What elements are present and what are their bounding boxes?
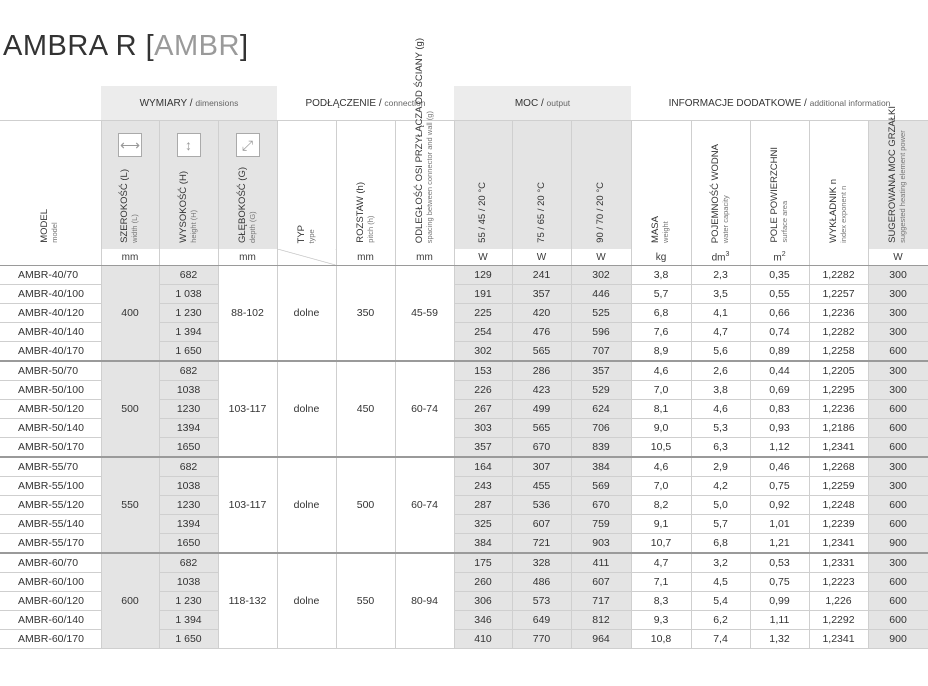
heater-cell: 300 [868,553,928,573]
width-cell: 550 [101,457,159,553]
p55-cell: 267 [454,400,512,419]
heater-cell: 900 [868,630,928,649]
column-label: GŁĘBOKOŚĆ (G) depth (G) [236,166,257,243]
heater-cell: 600 [868,611,928,630]
heater-cell: 300 [868,304,928,323]
water-cell: 5,0 [691,496,750,515]
pitch-cell: 450 [336,361,395,457]
page-title: AMBRA R [AMBR] [3,30,249,62]
n-cell: 1,2258 [809,342,868,362]
height-cell: 1 394 [159,611,218,630]
height-cell: 682 [159,457,218,477]
p55-cell: 302 [454,342,512,362]
unit-cell [159,249,218,266]
n-cell: 1,2259 [809,477,868,496]
p55-cell: 306 [454,592,512,611]
group-header-additional: INFORMACJE DODATKOWE / additional information [631,86,928,121]
column-label: WYKŁADNIK n index exponent n [827,179,848,243]
p90-cell: 706 [571,419,631,438]
heater-cell: 600 [868,342,928,362]
p90-cell: 607 [571,573,631,592]
p55-cell: 357 [454,438,512,458]
mass-cell: 7,6 [631,323,691,342]
n-cell: 1,2248 [809,496,868,515]
heater-cell: 300 [868,323,928,342]
water-cell: 3,5 [691,285,750,304]
water-cell: 3,8 [691,381,750,400]
column-header-2 [159,121,218,250]
column-header-14 [868,106,928,250]
area-cell: 1,32 [750,630,809,649]
p75-cell: 357 [512,285,571,304]
group-header-connection: PODŁĄCZENIE / connection [277,86,454,121]
n-cell: 1,2331 [809,553,868,573]
water-cell: 7,4 [691,630,750,649]
depth-cell: 118-132 [218,553,277,649]
product-name: AMBRA R [3,30,138,62]
depth-cell: 103-117 [218,361,277,457]
group-header-dimensions: WYMIARY / dimensions [101,86,277,121]
unit-cell: W [868,249,928,266]
table-row [0,553,928,573]
height-cell: 1038 [159,573,218,592]
spacing-cell: 45-59 [395,266,454,362]
p75-cell: 423 [512,381,571,400]
n-cell: 1,2268 [809,457,868,477]
water-cell: 2,9 [691,457,750,477]
n-cell: 1,2295 [809,381,868,400]
height-cell: 1 394 [159,323,218,342]
p90-cell: 707 [571,342,631,362]
p75-cell: 649 [512,611,571,630]
height-cell: 1038 [159,381,218,400]
unit-cell: mm [101,249,159,266]
p55-cell: 325 [454,515,512,534]
p90-cell: 596 [571,323,631,342]
p90-cell: 525 [571,304,631,323]
height-cell: 1038 [159,477,218,496]
p55-cell: 153 [454,361,512,381]
n-cell: 1,2341 [809,438,868,458]
water-cell: 4,2 [691,477,750,496]
type-cell: dolne [277,266,336,362]
heater-cell: 600 [868,573,928,592]
model-cell: AMBR-50/170 [0,438,101,458]
p55-cell: 191 [454,285,512,304]
p90-cell: 529 [571,381,631,400]
p90-cell: 446 [571,285,631,304]
height-cell: 1650 [159,438,218,458]
table-row [0,361,928,381]
p90-cell: 357 [571,361,631,381]
height-cell: 1394 [159,419,218,438]
p75-cell: 565 [512,419,571,438]
heater-cell: 600 [868,400,928,419]
height-cell: 682 [159,553,218,573]
water-cell: 4,6 [691,400,750,419]
p75-cell: 573 [512,592,571,611]
column-label: 75 / 65 / 20 °C [535,182,547,243]
column-header-7 [454,121,512,250]
area-cell: 0,89 [750,342,809,362]
water-cell: 4,1 [691,304,750,323]
mass-cell: 4,7 [631,553,691,573]
mass-cell: 8,9 [631,342,691,362]
pitch-cell: 550 [336,553,395,649]
area-cell: 1,01 [750,515,809,534]
n-cell: 1,2257 [809,285,868,304]
pitch-cell: 500 [336,457,395,553]
p75-cell: 607 [512,515,571,534]
spacing-cell: 60-74 [395,457,454,553]
p75-cell: 670 [512,438,571,458]
n-cell: 1,2341 [809,534,868,554]
p75-cell: 307 [512,457,571,477]
height-cell: 1 230 [159,304,218,323]
p55-cell: 175 [454,553,512,573]
area-cell: 1,21 [750,534,809,554]
mass-cell: 3,8 [631,266,691,285]
heater-cell: 300 [868,285,928,304]
group-header-output: MOC / output [454,86,631,121]
p75-cell: 565 [512,342,571,362]
heater-cell: 900 [868,534,928,554]
n-cell: 1,2236 [809,400,868,419]
column-header-12 [750,121,809,250]
heater-cell: 600 [868,496,928,515]
unit-cell [0,249,101,266]
column-header-8 [512,121,571,250]
column-label: WYSOKOŚĆ (H) height (H) [177,171,198,243]
unit-cell [277,249,336,266]
n-cell: 1,2341 [809,630,868,649]
column-header-6 [395,37,454,250]
p90-cell: 670 [571,496,631,515]
column-header-4 [277,121,336,250]
height-cell: 1 650 [159,342,218,362]
water-cell: 2,3 [691,266,750,285]
water-cell: 3,2 [691,553,750,573]
water-cell: 2,6 [691,361,750,381]
model-cell: AMBR-50/100 [0,381,101,400]
units-row [0,249,928,266]
water-cell: 6,3 [691,438,750,458]
p55-cell: 254 [454,323,512,342]
table-row [0,457,928,477]
unit-cell: W [512,249,571,266]
unit-cell: mm [336,249,395,266]
model-cell: AMBR-55/170 [0,534,101,554]
mass-cell: 4,6 [631,361,691,381]
p55-cell: 303 [454,419,512,438]
group-header-row [0,86,928,121]
column-label: POJEMNOŚĆ WODNA water capacity [709,143,730,243]
p55-cell: 164 [454,457,512,477]
mass-cell: 9,1 [631,515,691,534]
column-header-11 [691,121,750,250]
area-cell: 1,12 [750,438,809,458]
pitch-cell: 350 [336,266,395,362]
group-header-blank [0,86,101,121]
area-cell: 0,75 [750,477,809,496]
unit-cell: $m^2$ [750,249,809,266]
height-arrows-icon: ↕ [177,133,201,157]
type-cell: dolne [277,457,336,553]
p90-cell: 411 [571,553,631,573]
p90-cell: 384 [571,457,631,477]
n-cell: 1,2282 [809,323,868,342]
n-cell: 1,2292 [809,611,868,630]
mass-cell: 8,1 [631,400,691,419]
unit-cell [809,249,868,266]
p75-cell: 476 [512,323,571,342]
model-cell: AMBR-40/170 [0,342,101,362]
height-cell: 1394 [159,515,218,534]
column-label: SUGEROWANA MOC GRZAŁKI suggested heating element power [887,106,908,243]
unit-cell: $dm^3$ [691,249,750,266]
column-header-0 [0,121,101,250]
water-cell: 5,3 [691,419,750,438]
p75-cell: 499 [512,400,571,419]
height-cell: 682 [159,361,218,381]
column-header-13 [809,121,868,250]
water-cell: 6,8 [691,534,750,554]
p90-cell: 812 [571,611,631,630]
mass-cell: 4,6 [631,457,691,477]
mass-cell: 8,3 [631,592,691,611]
p90-cell: 903 [571,534,631,554]
model-cell: AMBR-60/140 [0,611,101,630]
area-cell: 0,46 [750,457,809,477]
area-cell: 0,83 [750,400,809,419]
depth-diagonal-icon: ⤢ [236,133,260,157]
column-label: 55 / 45 / 20 °C [477,182,488,243]
mass-cell: 9,0 [631,419,691,438]
area-cell: 1,11 [750,611,809,630]
model-cell: AMBR-50/120 [0,400,101,419]
p55-cell: 384 [454,534,512,554]
mass-cell: 9,3 [631,611,691,630]
column-header-1 [101,121,159,250]
n-cell: 1,2205 [809,361,868,381]
mass-cell: 10,5 [631,438,691,458]
n-cell: 1,2223 [809,573,868,592]
p55-cell: 346 [454,611,512,630]
area-cell: 0,74 [750,323,809,342]
mass-cell: 8,2 [631,496,691,515]
column-label: TYP type [295,224,316,243]
column-label: ROZSTAW (h) pitch (h) [354,182,375,243]
model-cell: AMBR-55/70 [0,457,101,477]
model-cell: AMBR-60/100 [0,573,101,592]
column-label: MODEL model [39,209,60,243]
p55-cell: 226 [454,381,512,400]
p75-cell: 536 [512,496,571,515]
heater-cell: 300 [868,477,928,496]
area-cell: 0,75 [750,573,809,592]
mass-cell: 7,1 [631,573,691,592]
area-cell: 0,92 [750,496,809,515]
mass-cell: 10,7 [631,534,691,554]
height-cell: 682 [159,266,218,285]
water-cell: 5,7 [691,515,750,534]
model-cell: AMBR-60/120 [0,592,101,611]
column-label: POLE POWIERZCHNI surface area [768,147,789,243]
height-cell: 1 650 [159,630,218,649]
column-label: SZEROKOŚĆ (L) width (L) [119,169,139,243]
spacing-cell: 60-74 [395,361,454,457]
column-label: MASA weight [650,216,671,243]
n-cell: 1,2236 [809,304,868,323]
water-cell: 4,7 [691,323,750,342]
p90-cell: 839 [571,438,631,458]
model-cell: AMBR-40/120 [0,304,101,323]
p75-cell: 770 [512,630,571,649]
n-cell: 1,2239 [809,515,868,534]
unit-cell: W [454,249,512,266]
heater-cell: 600 [868,592,928,611]
model-cell: AMBR-60/170 [0,630,101,649]
p90-cell: 759 [571,515,631,534]
heater-cell: 300 [868,266,928,285]
depth-cell: 103-117 [218,457,277,553]
column-header-row [0,121,928,250]
area-cell: 0,66 [750,304,809,323]
unit-cell: mm [218,249,277,266]
column-header-10 [631,121,691,250]
mass-cell: 5,7 [631,285,691,304]
area-cell: 0,99 [750,592,809,611]
p55-cell: 260 [454,573,512,592]
p75-cell: 328 [512,553,571,573]
water-cell: 4,5 [691,573,750,592]
model-cell: AMBR-40/100 [0,285,101,304]
model-cell: AMBR-50/140 [0,419,101,438]
n-cell: 1,2186 [809,419,868,438]
heater-cell: 300 [868,361,928,381]
model-cell: AMBR-55/140 [0,515,101,534]
p90-cell: 569 [571,477,631,496]
mass-cell: 7,0 [631,381,691,400]
p75-cell: 420 [512,304,571,323]
height-cell: 1230 [159,496,218,515]
n-cell: 1,226 [809,592,868,611]
model-cell: AMBR-50/70 [0,361,101,381]
column-header-9 [571,121,631,250]
unit-cell: kg [631,249,691,266]
area-cell: 0,55 [750,285,809,304]
heater-cell: 600 [868,419,928,438]
n-cell: 1,2282 [809,266,868,285]
column-label: ODLEGŁOŚĆ OSI PRZYŁĄCZA OD ŚCIANY (g) spacing between connector and wall (g) [413,37,434,243]
area-cell: 0,93 [750,419,809,438]
p75-cell: 721 [512,534,571,554]
heater-cell: 300 [868,457,928,477]
column-header-5 [336,121,395,250]
p90-cell: 964 [571,630,631,649]
p90-cell: 717 [571,592,631,611]
heater-cell: 300 [868,381,928,400]
area-cell: 0,69 [750,381,809,400]
model-cell: AMBR-60/70 [0,553,101,573]
height-cell: 1 038 [159,285,218,304]
spec-table-body [0,266,928,649]
mass-cell: 6,8 [631,304,691,323]
p75-cell: 486 [512,573,571,592]
type-cell: dolne [277,553,336,649]
mass-cell: 7,0 [631,477,691,496]
area-cell: 0,53 [750,553,809,573]
column-label: 90 / 70 / 20 °C [595,182,606,243]
p55-cell: 129 [454,266,512,285]
type-cell: dolne [277,361,336,457]
heater-cell: 600 [868,515,928,534]
height-cell: 1230 [159,400,218,419]
area-cell: 0,44 [750,361,809,381]
height-cell: 1 230 [159,592,218,611]
unit-cell: mm [395,249,454,266]
p55-cell: 243 [454,477,512,496]
p75-cell: 241 [512,266,571,285]
height-cell: 1650 [159,534,218,554]
table-row [0,266,928,285]
model-cell: AMBR-40/70 [0,266,101,285]
p75-cell: 286 [512,361,571,381]
product-code: AMBR [154,30,240,62]
mass-cell: 10,8 [631,630,691,649]
water-cell: 5,4 [691,592,750,611]
heater-cell: 600 [868,438,928,458]
column-header-3 [218,121,277,250]
model-cell: AMBR-55/100 [0,477,101,496]
area-cell: 0,35 [750,266,809,285]
width-cell: 500 [101,361,159,457]
width-cell: 400 [101,266,159,362]
width-cell: 600 [101,553,159,649]
p55-cell: 287 [454,496,512,515]
water-cell: 5,6 [691,342,750,362]
p90-cell: 624 [571,400,631,419]
p55-cell: 410 [454,630,512,649]
model-cell: AMBR-40/140 [0,323,101,342]
water-cell: 6,2 [691,611,750,630]
model-cell: AMBR-55/120 [0,496,101,515]
p55-cell: 225 [454,304,512,323]
p90-cell: 302 [571,266,631,285]
unit-cell: W [571,249,631,266]
width-arrows-icon: ⟷ [118,133,142,157]
depth-cell: 88-102 [218,266,277,362]
spacing-cell: 80-94 [395,553,454,649]
p75-cell: 455 [512,477,571,496]
